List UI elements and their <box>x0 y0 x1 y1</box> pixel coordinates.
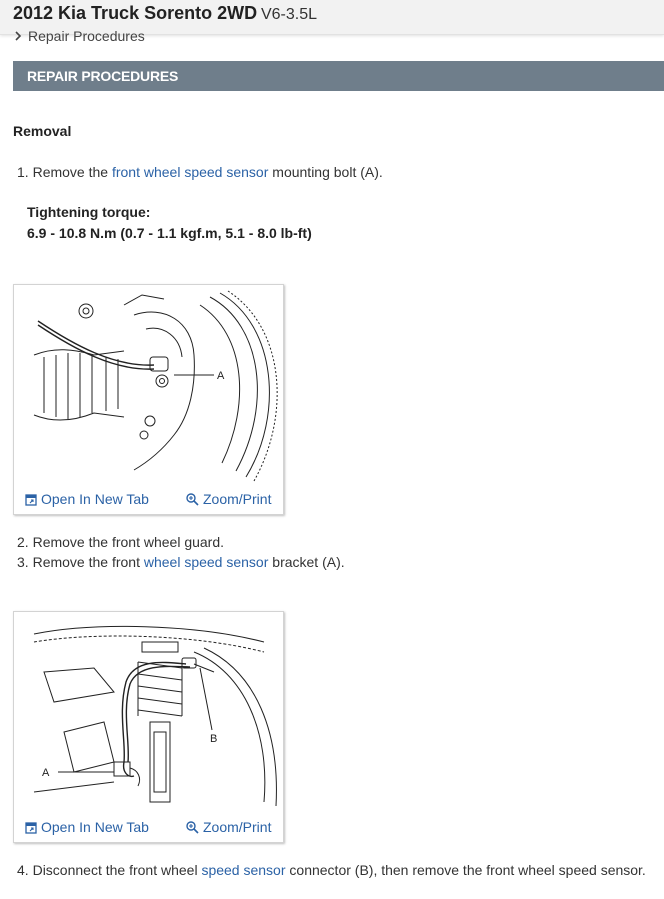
vehicle-title <box>13 3 317 24</box>
removal-heading: Removal <box>13 123 72 139</box>
zoom-icon <box>186 821 199 834</box>
step-number: 2. <box>17 534 29 550</box>
sensor-mounting-bolt-illustration[interactable] <box>14 285 283 483</box>
figure-actions <box>14 484 283 514</box>
step-number: 1. <box>17 164 29 180</box>
open-in-new-tab-label[interactable]: Open In New Tab <box>41 491 149 507</box>
section-banner: REPAIR PROCEDURES <box>13 61 664 91</box>
step-text: Remove the <box>32 164 109 180</box>
step-2 <box>17 534 224 550</box>
zoom-icon <box>186 493 199 506</box>
wheel-speed-sensor-link[interactable]: wheel speed sensor <box>143 554 269 570</box>
torque-value: 6.9 - 10.8 N.m (0.7 - 1.1 kgf.m, 5.1 - 8.0 lb-ft) <box>27 225 312 241</box>
callout-a: A <box>42 767 50 779</box>
step-3 <box>17 554 345 570</box>
step-text: Remove the front wheel guard. <box>32 534 225 550</box>
step-number: 4. <box>17 862 29 878</box>
vehicle-name: 2012 Kia Truck Sorento 2WD <box>13 3 258 23</box>
callout-b: B <box>210 733 218 745</box>
speed-sensor-link[interactable]: speed sensor <box>201 862 286 878</box>
front-wheel-speed-sensor-link[interactable]: front wheel speed sensor <box>111 164 269 180</box>
step-1 <box>17 164 383 180</box>
engine-label: V6-3.5L <box>260 6 318 23</box>
torque-label: Tightening torque: <box>27 204 151 220</box>
callout-a: A <box>217 370 225 382</box>
open-in-new-tab-button[interactable] <box>25 819 149 835</box>
breadcrumb[interactable] <box>14 28 145 44</box>
breadcrumb-label[interactable]: Repair Procedures <box>28 28 145 44</box>
step-text: Disconnect the front wheel <box>32 862 198 878</box>
step-number: 3. <box>17 554 29 570</box>
new-tab-icon <box>25 822 37 834</box>
open-in-new-tab-button[interactable] <box>25 491 149 507</box>
step-text: bracket (A). <box>272 554 345 570</box>
sensor-bracket-illustration[interactable] <box>14 612 283 811</box>
figure-1 <box>13 284 284 515</box>
step-text: connector (B), then remove the front wheel speed sensor. <box>289 862 646 878</box>
step-text: mounting bolt (A). <box>272 164 383 180</box>
step-4 <box>17 862 646 878</box>
new-tab-icon <box>25 494 37 506</box>
open-in-new-tab-label[interactable]: Open In New Tab <box>41 819 149 835</box>
zoom-print-label[interactable]: Zoom/Print <box>203 491 272 507</box>
zoom-print-label[interactable]: Zoom/Print <box>203 819 272 835</box>
zoom-print-button[interactable] <box>186 819 271 835</box>
chevron-right-icon <box>14 29 22 44</box>
zoom-print-button[interactable] <box>186 491 271 507</box>
figure-actions <box>14 812 283 842</box>
figure-2 <box>13 611 284 843</box>
step-text: Remove the front <box>32 554 140 570</box>
